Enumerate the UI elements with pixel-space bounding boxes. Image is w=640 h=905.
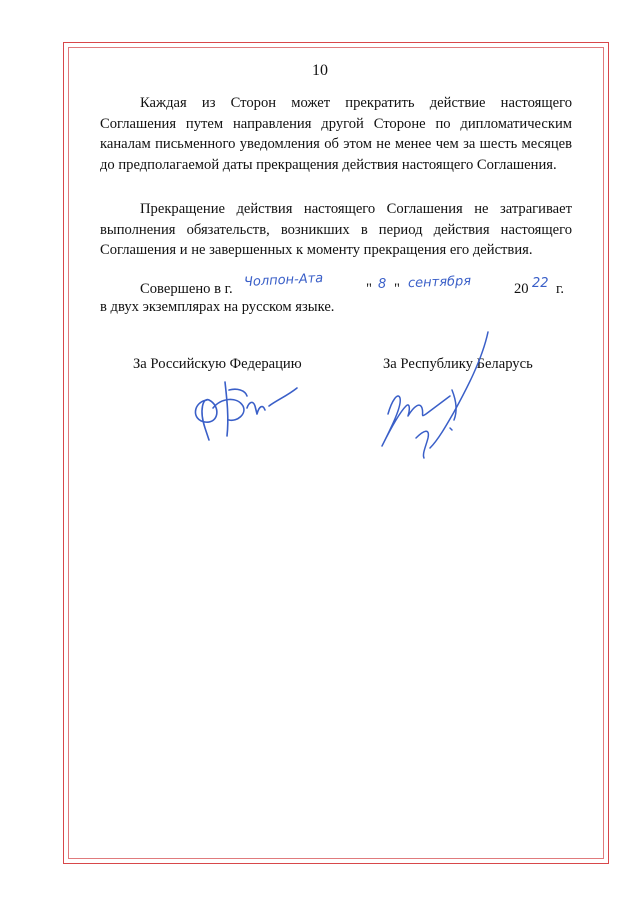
month-handwritten: сентября [407, 273, 472, 292]
party-republic-belarus: За Республику Беларусь [383, 356, 533, 372]
paragraph-termination [100, 93, 572, 175]
day-handwritten: 8 [378, 277, 387, 292]
city-handwritten: Чолпон-Ата [243, 270, 324, 291]
paragraph-obligations [100, 199, 572, 261]
signature-russian-federation [185, 360, 305, 445]
page-number: 10 [312, 62, 328, 79]
year-prefix: 20 [514, 281, 529, 297]
paragraph-2-text: Прекращение действия настоящего Соглашения не затрагивает выполнения обязательств, возникших в период действия настоящего Соглашения и не завершенных к моменту прекращения его действия. [100, 201, 572, 258]
signature-republic-belarus [370, 330, 490, 460]
year-handwritten: 22 [532, 276, 549, 291]
paragraph-1-text: Каждая из Сторон может прекратить действие настоящего Соглашения путем направления другой Стороне по дипломатическим каналам письменного уведомления об этом не менее чем за шесть месяцев до предполагаемой даты прекращения действия настоящего Соглашения. [100, 95, 572, 173]
completed-prefix: Совершено в г. [140, 281, 233, 297]
party-russian-federation: За Российскую Федерацию [133, 356, 302, 372]
copies-line: в двух экземплярах на русском языке. [100, 299, 335, 315]
year-suffix: г. [556, 281, 564, 297]
quote-open: " [366, 281, 372, 297]
quote-close: " [394, 281, 400, 297]
